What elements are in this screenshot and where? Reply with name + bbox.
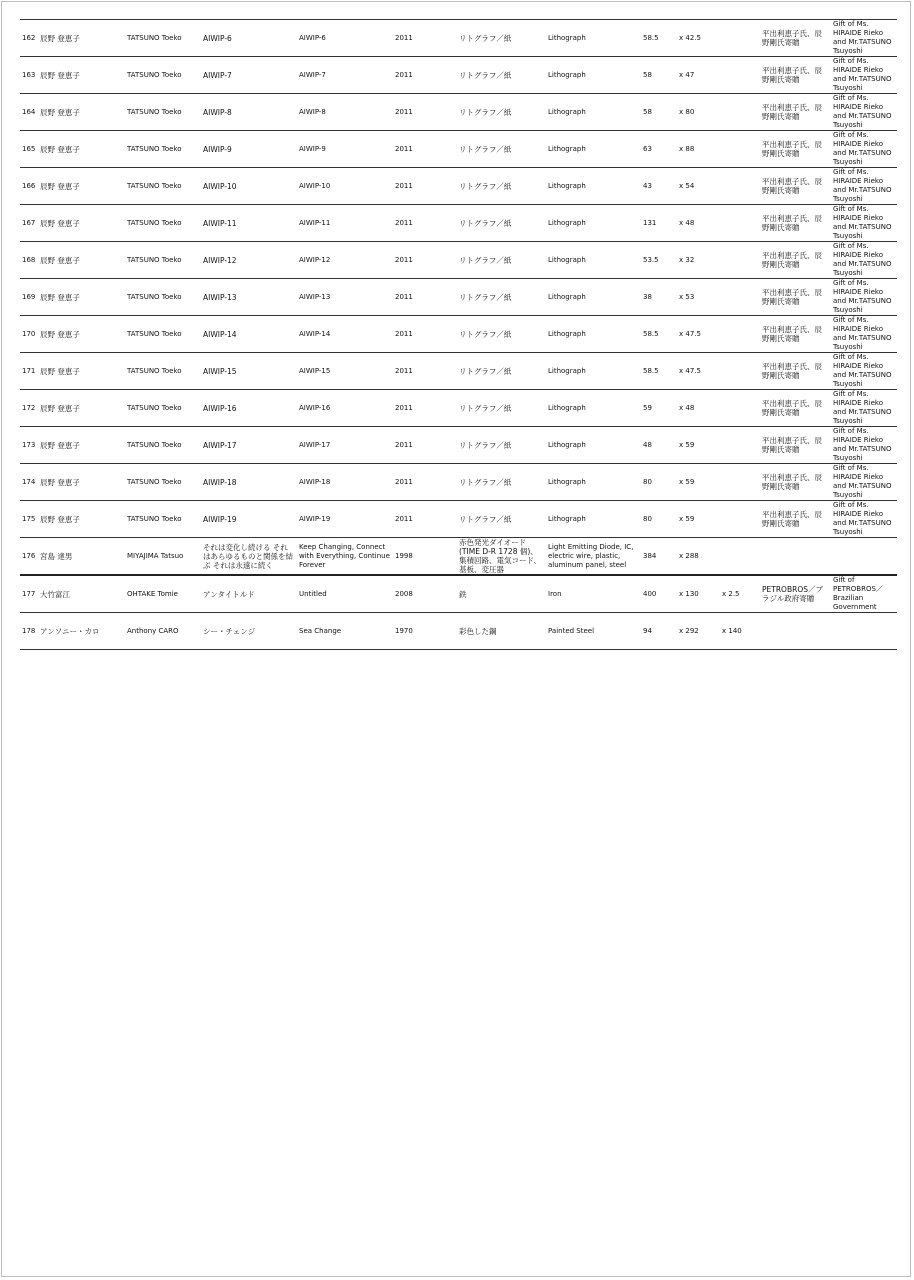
year: 2011: [395, 33, 413, 42]
medium-ja: リトグラフ／紙: [459, 329, 512, 339]
catalog-number: 174: [22, 477, 36, 486]
year: 2011: [395, 144, 413, 153]
width-value: x 53: [679, 292, 695, 301]
credit-ja: 平出利恵子氏、辰野剛氏寄贈: [762, 473, 822, 491]
depth-value: [720, 501, 760, 538]
catalog-number: 172: [22, 403, 36, 412]
width-value: x 47.5: [679, 329, 701, 338]
table-row: [20, 168, 897, 205]
table-row: [20, 575, 897, 613]
depth-value: [720, 464, 760, 501]
depth-value: [720, 390, 760, 427]
credit-en: Gift of Ms. HIRAIDE Rieko and Mr.TATSUNO Tsuyoshi: [833, 20, 892, 55]
credit-ja: [760, 613, 831, 650]
artist-name-ja: 辰野 登恵子: [40, 403, 80, 413]
credit-en: Gift of Ms. HIRAIDE Rieko and Mr.TATSUNO Tsuyoshi: [833, 94, 892, 129]
title-en: AIWIP-8: [299, 107, 326, 116]
medium-en: Lithograph: [548, 477, 586, 486]
artist-name-en: TATSUNO Toeko: [127, 181, 182, 190]
catalog-number: 167: [22, 218, 36, 227]
year: 2011: [395, 292, 413, 301]
credit-en: Gift of Ms. HIRAIDE Rieko and Mr.TATSUNO Tsuyoshi: [833, 390, 892, 425]
title-ja: AIWIP-14: [203, 329, 237, 339]
medium-en: Lithograph: [548, 33, 586, 42]
title-ja: AIWIP-12: [203, 255, 237, 265]
table-row: [20, 205, 897, 242]
catalog-number: 162: [22, 33, 36, 42]
table-row: [20, 427, 897, 464]
depth-value: [720, 205, 760, 242]
height-value: 63: [643, 144, 652, 153]
medium-en: Lithograph: [548, 403, 586, 412]
width-value: x 59: [679, 477, 695, 486]
medium-en: Lithograph: [548, 218, 586, 227]
catalog-number: 166: [22, 181, 36, 190]
title-ja: シー・チェンジ: [203, 626, 256, 636]
year: 2011: [395, 403, 413, 412]
medium-ja: リトグラフ／紙: [459, 181, 512, 191]
table-row: [20, 501, 897, 538]
table-row: [20, 131, 897, 168]
depth-value: [720, 20, 760, 57]
artist-name-ja: 辰野 登恵子: [40, 366, 80, 376]
title-ja: AIWIP-16: [203, 403, 237, 413]
catalog-number: 177: [22, 589, 36, 598]
credit-ja: 平出利恵子氏、辰野剛氏寄贈: [762, 399, 822, 417]
catalog-number: 175: [22, 514, 36, 523]
credit-ja: 平出利恵子氏、辰野剛氏寄贈: [762, 140, 822, 158]
credit-ja: 平出利恵子氏、辰野剛氏寄贈: [762, 29, 822, 47]
title-ja: アンタイトルド: [203, 589, 255, 599]
artist-name-ja: 大竹富江: [40, 589, 70, 599]
credit-en: [831, 613, 897, 650]
medium-ja: リトグラフ／紙: [459, 292, 512, 302]
title-ja: AIWIP-18: [203, 477, 237, 487]
credit-ja: 平出利恵子氏、辰野剛氏寄贈: [762, 288, 822, 306]
height-value: 80: [643, 477, 652, 486]
credit-ja: 平出利恵子氏、辰野剛氏寄贈: [762, 177, 822, 195]
title-en: AIWIP-16: [299, 403, 331, 412]
catalog-number: 176: [22, 551, 36, 560]
medium-en: Lithograph: [548, 292, 586, 301]
credit-en: Gift of PETROBROS／Brazilian Government: [833, 576, 883, 611]
credit-en: Gift of Ms. HIRAIDE Rieko and Mr.TATSUNO Tsuyoshi: [833, 205, 892, 240]
credit-ja: 平出利恵子氏、辰野剛氏寄贈: [762, 103, 822, 121]
year: 2011: [395, 255, 413, 264]
credit-en: Gift of Ms. HIRAIDE Rieko and Mr.TATSUNO Tsuyoshi: [833, 501, 892, 536]
width-value: x 54: [679, 181, 695, 190]
medium-ja: リトグラフ／紙: [459, 514, 512, 524]
height-value: 58: [643, 70, 652, 79]
table-row: [20, 279, 897, 316]
title-ja: AIWIP-8: [203, 107, 232, 117]
credit-en: Gift of Ms. HIRAIDE Rieko and Mr.TATSUNO Tsuyoshi: [833, 168, 892, 203]
credit-en: Gift of Ms. HIRAIDE Rieko and Mr.TATSUNO Tsuyoshi: [833, 242, 892, 277]
catalog-number: 173: [22, 440, 36, 449]
title-ja: AIWIP-9: [203, 144, 232, 154]
credit-en: Gift of Ms. HIRAIDE Rieko and Mr.TATSUNO Tsuyoshi: [833, 131, 892, 166]
table-row: [20, 353, 897, 390]
artist-name-en: TATSUNO Toeko: [127, 292, 182, 301]
artist-name-ja: 辰野 登恵子: [40, 255, 80, 265]
credit-en: Gift of Ms. HIRAIDE Rieko and Mr.TATSUNO Tsuyoshi: [833, 57, 892, 92]
artist-name-en: TATSUNO Toeko: [127, 403, 182, 412]
artist-name-ja: 辰野 登恵子: [40, 329, 80, 339]
credit-en: [831, 538, 897, 576]
credit-ja: 平出利恵子氏、辰野剛氏寄贈: [762, 325, 822, 343]
depth-value: [720, 57, 760, 94]
medium-en: Lithograph: [548, 107, 586, 116]
catalog-table: [20, 19, 897, 650]
artist-name-en: TATSUNO Toeko: [127, 477, 182, 486]
title-ja: AIWIP-7: [203, 70, 232, 80]
depth-value: [720, 538, 760, 576]
height-value: 94: [643, 626, 652, 635]
medium-ja: リトグラフ／紙: [459, 255, 512, 265]
year: 2011: [395, 440, 413, 449]
artist-name-ja: 辰野 登恵子: [40, 292, 80, 302]
title-ja: AIWIP-10: [203, 181, 237, 191]
depth-value: [720, 168, 760, 205]
artist-name-en: TATSUNO Toeko: [127, 218, 182, 227]
medium-en: Lithograph: [548, 440, 586, 449]
medium-ja: 鉄: [459, 589, 467, 599]
width-value: x 47.5: [679, 366, 701, 375]
artist-name-ja: 辰野 登恵子: [40, 477, 80, 487]
width-value: x 80: [679, 107, 695, 116]
artist-name-ja: 辰野 登恵子: [40, 514, 80, 524]
credit-ja: 平出利恵子氏、辰野剛氏寄贈: [762, 362, 822, 380]
medium-ja: リトグラフ／紙: [459, 366, 512, 376]
artist-name-en: TATSUNO Toeko: [127, 33, 182, 42]
width-value: x 47: [679, 70, 695, 79]
medium-ja: リトグラフ／紙: [459, 70, 512, 80]
height-value: 48: [643, 440, 652, 449]
year: 1998: [395, 551, 413, 560]
year: 2011: [395, 366, 413, 375]
title-en: AIWIP-19: [299, 514, 331, 523]
table-row: [20, 20, 897, 57]
table-row: [20, 316, 897, 353]
medium-en: Lithograph: [548, 70, 586, 79]
year: 2011: [395, 181, 413, 190]
width-value: x 288: [679, 551, 699, 560]
catalog-number: 169: [22, 292, 36, 301]
medium-ja: 彩色した鋼: [459, 626, 497, 636]
height-value: 53.5: [643, 255, 659, 264]
width-value: x 88: [679, 144, 695, 153]
title-en: AIWIP-14: [299, 329, 331, 338]
catalog-number: 178: [22, 626, 36, 635]
medium-en: Lithograph: [548, 329, 586, 338]
year: 2011: [395, 107, 413, 116]
artist-name-en: TATSUNO Toeko: [127, 144, 182, 153]
credit-en: Gift of Ms. HIRAIDE Rieko and Mr.TATSUNO Tsuyoshi: [833, 279, 892, 314]
title-ja: AIWIP-13: [203, 292, 237, 302]
credit-en: Gift of Ms. HIRAIDE Rieko and Mr.TATSUNO Tsuyoshi: [833, 316, 892, 351]
artist-name-en: Anthony CARO: [127, 626, 179, 635]
height-value: 43: [643, 181, 652, 190]
title-en: Keep Changing, Connect with Everything, Continue Forever: [299, 542, 390, 569]
year: 2011: [395, 70, 413, 79]
artist-name-en: TATSUNO Toeko: [127, 329, 182, 338]
medium-en: Lithograph: [548, 181, 586, 190]
catalog-number: 168: [22, 255, 36, 264]
width-value: x 292: [679, 626, 699, 635]
artist-name-ja: 宮島 達男: [40, 551, 73, 561]
width-value: x 59: [679, 514, 695, 523]
title-en: AIWIP-6: [299, 33, 326, 42]
catalog-number: 164: [22, 107, 36, 116]
depth-value: [720, 131, 760, 168]
artist-name-en: OHTAKE Tomie: [127, 589, 178, 598]
width-value: x 32: [679, 255, 695, 264]
width-value: x 130: [679, 589, 699, 598]
title-en: AIWIP-13: [299, 292, 331, 301]
credit-ja: [760, 538, 831, 576]
medium-en: Painted Steel: [548, 626, 595, 635]
depth-value: [720, 353, 760, 390]
height-value: 58.5: [643, 33, 659, 42]
year: 2011: [395, 477, 413, 486]
table-row: [20, 390, 897, 427]
medium-en: Lithograph: [548, 144, 586, 153]
medium-ja: リトグラフ／紙: [459, 477, 512, 487]
artist-name-ja: 辰野 登恵子: [40, 218, 80, 228]
artist-name-ja: 辰野 登恵子: [40, 33, 80, 43]
year: 2011: [395, 329, 413, 338]
title-en: AIWIP-10: [299, 181, 331, 190]
height-value: 38: [643, 292, 652, 301]
credit-ja: 平出利恵子氏、辰野剛氏寄贈: [762, 66, 822, 84]
artist-name-en: TATSUNO Toeko: [127, 366, 182, 375]
height-value: 59: [643, 403, 652, 412]
artist-name-en: TATSUNO Toeko: [127, 514, 182, 523]
title-en: AIWIP-9: [299, 144, 326, 153]
width-value: x 59: [679, 440, 695, 449]
title-en: AIWIP-17: [299, 440, 331, 449]
depth-value: [720, 242, 760, 279]
medium-ja: リトグラフ／紙: [459, 440, 512, 450]
artist-name-ja: 辰野 登恵子: [40, 70, 80, 80]
height-value: 131: [643, 218, 657, 227]
artist-name-ja: 辰野 登恵子: [40, 144, 80, 154]
height-value: 58.5: [643, 366, 659, 375]
credit-en: Gift of Ms. HIRAIDE Rieko and Mr.TATSUNO Tsuyoshi: [833, 464, 892, 499]
credit-ja: 平出利恵子氏、辰野剛氏寄贈: [762, 510, 822, 528]
credit-ja: 平出利恵子氏、辰野剛氏寄贈: [762, 251, 822, 269]
title-ja: AIWIP-11: [203, 218, 237, 228]
medium-ja: リトグラフ／紙: [459, 107, 512, 117]
medium-ja: リトグラフ／紙: [459, 218, 512, 228]
year: 2008: [395, 589, 413, 598]
year: 1970: [395, 626, 413, 635]
title-ja: AIWIP-17: [203, 440, 237, 450]
artist-name-ja: 辰野 登恵子: [40, 440, 80, 450]
table-row: [20, 538, 897, 576]
credit-ja: 平出利恵子氏、辰野剛氏寄贈: [762, 436, 822, 454]
table-row: [20, 613, 897, 650]
title-en: Sea Change: [299, 626, 342, 635]
title-ja: それは変化し続ける それはあらゆるものと関係を結ぶ それは永遠に続く: [203, 542, 293, 570]
medium-en: Lithograph: [548, 514, 586, 523]
height-value: 384: [643, 551, 657, 560]
width-value: x 48: [679, 218, 695, 227]
depth-value: x 2.5: [722, 589, 740, 598]
artist-name-en: MIYAJIMA Tatsuo: [127, 551, 184, 560]
artist-name-en: TATSUNO Toeko: [127, 70, 182, 79]
artist-name-en: TATSUNO Toeko: [127, 107, 182, 116]
medium-en: Light Emitting Diode, IC, electric wire, plastic, aluminum panel, steel: [548, 542, 634, 569]
artist-name-ja: 辰野 登恵子: [40, 107, 80, 117]
table-row: [20, 464, 897, 501]
title-en: AIWIP-11: [299, 218, 331, 227]
table-body: [20, 20, 897, 650]
depth-value: [720, 427, 760, 464]
height-value: 58: [643, 107, 652, 116]
depth-value: [720, 279, 760, 316]
catalog-number: 165: [22, 144, 36, 153]
title-en: AIWIP-12: [299, 255, 331, 264]
medium-ja: リトグラフ／紙: [459, 33, 512, 43]
title-ja: AIWIP-19: [203, 514, 237, 524]
table-row: [20, 94, 897, 131]
artist-name-en: TATSUNO Toeko: [127, 255, 182, 264]
catalog-number: 170: [22, 329, 36, 338]
title-ja: AIWIP-6: [203, 33, 232, 43]
catalog-number: 163: [22, 70, 36, 79]
title-en: Untitled: [299, 589, 327, 598]
medium-en: Lithograph: [548, 366, 586, 375]
title-en: AIWIP-18: [299, 477, 331, 486]
depth-value: x 140: [722, 626, 742, 635]
title-en: AIWIP-7: [299, 70, 326, 79]
credit-ja: 平出利恵子氏、辰野剛氏寄贈: [762, 214, 822, 232]
medium-ja: リトグラフ／紙: [459, 403, 512, 413]
title-ja: AIWIP-15: [203, 366, 237, 376]
table-row: [20, 242, 897, 279]
width-value: x 48: [679, 403, 695, 412]
catalog-number: 171: [22, 366, 36, 375]
year: 2011: [395, 218, 413, 227]
year: 2011: [395, 514, 413, 523]
height-value: 80: [643, 514, 652, 523]
artist-name-ja: 辰野 登恵子: [40, 181, 80, 191]
width-value: x 42.5: [679, 33, 701, 42]
medium-ja: リトグラフ／紙: [459, 144, 512, 154]
artist-name-ja: アンソニー・カロ: [40, 626, 100, 636]
medium-ja: 赤色発光ダイオード(TIME D-R 1728 個)、集積回路、電気コード、基板、変圧器: [459, 538, 541, 574]
medium-en: Iron: [548, 589, 562, 598]
credit-en: Gift of Ms. HIRAIDE Rieko and Mr.TATSUNO Tsuyoshi: [833, 427, 892, 462]
credit-en: Gift of Ms. HIRAIDE Rieko and Mr.TATSUNO Tsuyoshi: [833, 353, 892, 388]
medium-en: Lithograph: [548, 255, 586, 264]
table-row: [20, 57, 897, 94]
credit-ja: PETROBROS／ブラジル政府寄贈: [762, 585, 823, 603]
height-value: 400: [643, 589, 657, 598]
title-en: AIWIP-15: [299, 366, 331, 375]
artist-name-en: TATSUNO Toeko: [127, 440, 182, 449]
height-value: 58.5: [643, 329, 659, 338]
depth-value: [720, 316, 760, 353]
depth-value: [720, 94, 760, 131]
